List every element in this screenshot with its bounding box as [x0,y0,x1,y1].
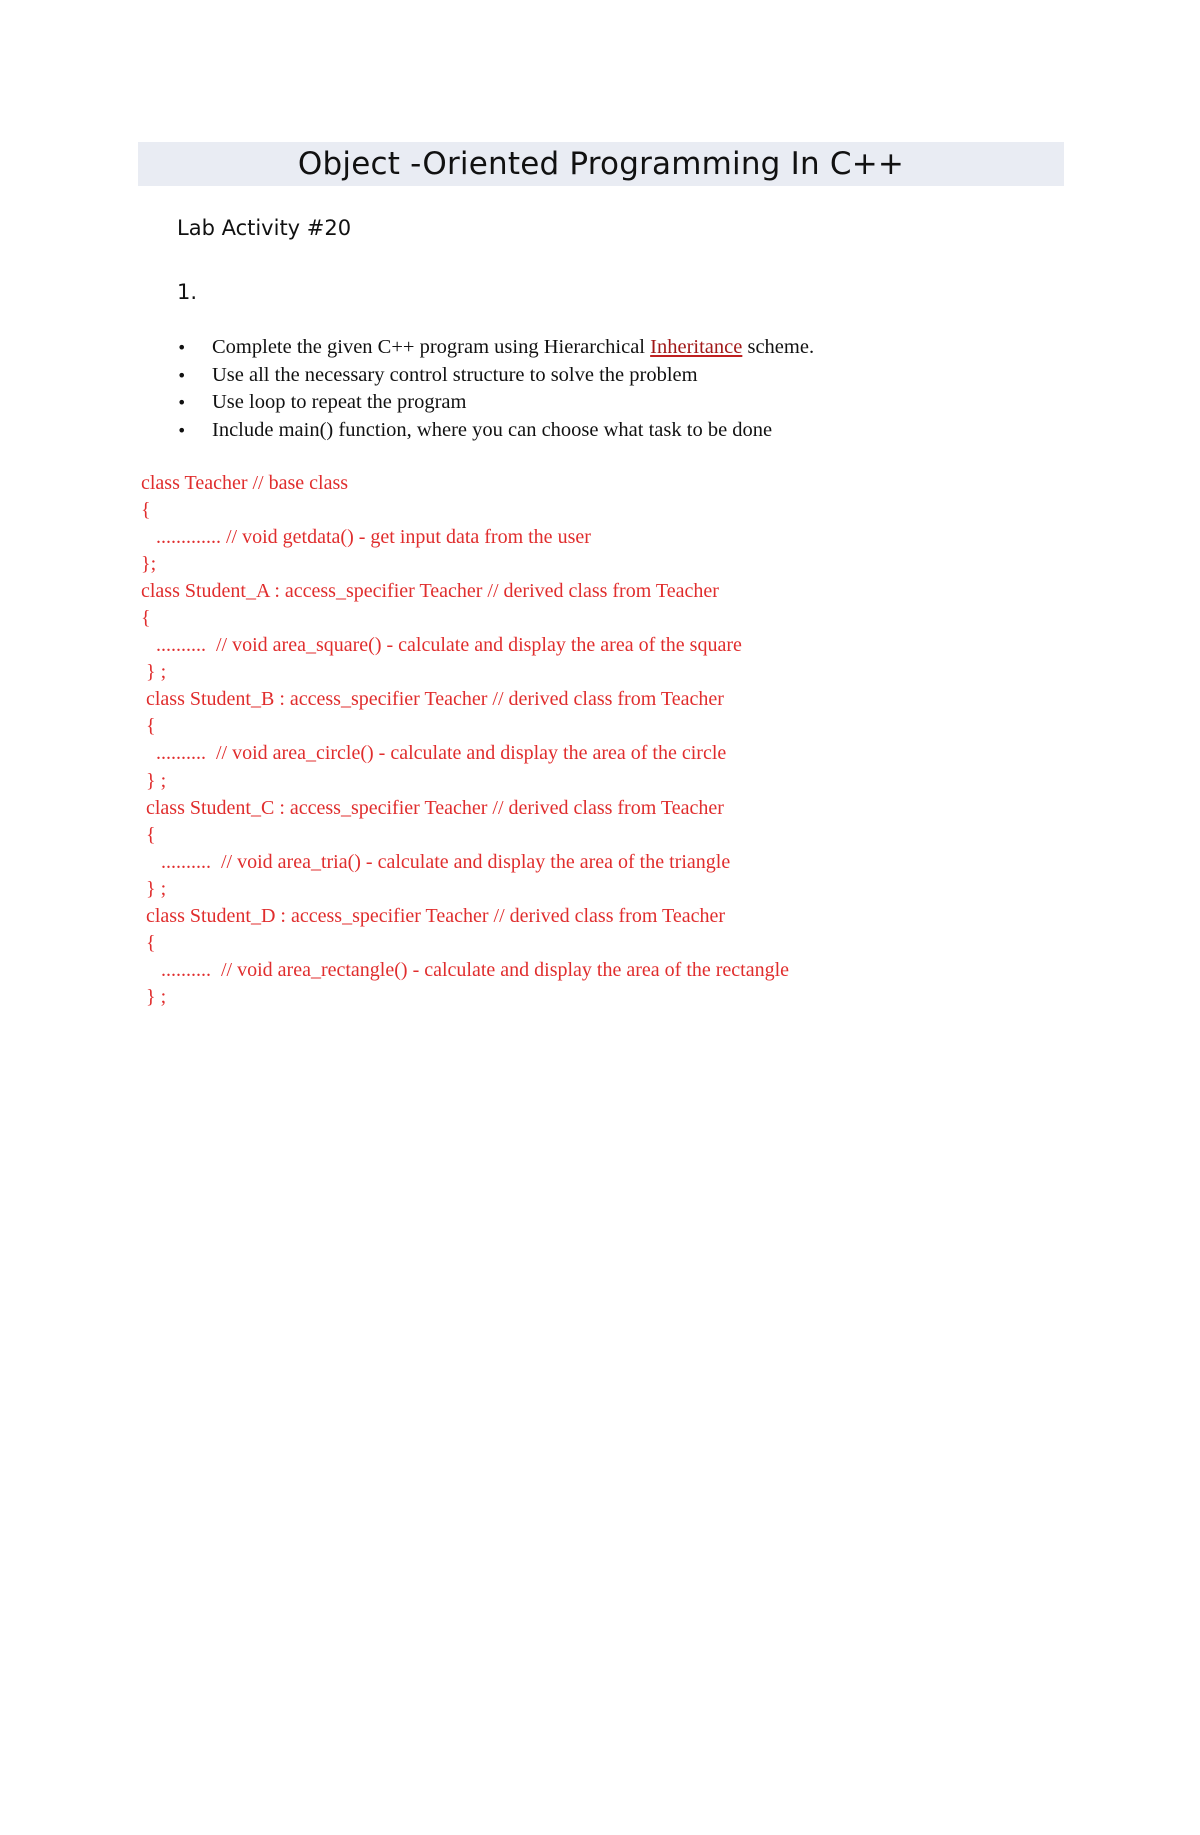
code-line: }; [141,553,157,576]
code-line: .......... // void area_circle() - calculate and display the area of the circle [141,742,727,765]
code-line: } ; [141,985,167,1008]
document-title: Object -Oriented Programming In C++ [297,146,905,182]
instruction-text: Use loop to repeat the program [212,391,467,413]
lab-activity-heading: Lab Activity #20 [177,216,352,240]
instruction-text: Complete the given C++ program using Hierarchical [212,336,651,358]
code-line: { [141,499,151,522]
code-line: ............. // void getdata() - get input data from the user [141,526,591,549]
code-line: } ; [141,769,167,792]
code-line: } ; [141,877,167,900]
code-line: class Student_C : access_specifier Teacher // derived class from Teacher [141,796,724,819]
code-line: class Student_A : access_specifier Teacher // derived class from Teacher [141,580,719,603]
bullet-icon: • [177,338,187,357]
bullet-icon: • [177,420,187,440]
code-line: .......... // void area_rectangle() - calculate and display the area of the rectangle [141,958,790,981]
inheritance-link[interactable]: Inheritance [650,336,743,358]
question-number: 1. [177,280,198,304]
bullet-icon: • [177,393,187,412]
instruction-item [177,334,814,362]
code-line: class Teacher // base class [141,472,349,494]
code-line: } ; [141,661,167,684]
code-line: .......... // void area_square() - calculate and display the area of the square [141,634,742,657]
title-banner [138,142,1064,186]
instruction-text: Use all the necessary control structure to solve the problem [212,363,698,386]
code-line: { [141,607,151,630]
instruction-text-end: scheme. [742,336,815,358]
bullet-icon: • [177,365,187,385]
instruction-list [177,334,814,444]
code-line: { [141,931,156,954]
code-line: class Student_B : access_specifier Teacher // derived class from Teacher [141,688,724,711]
instruction-text: Include main() function, where you can choose what task to be done [212,418,773,441]
code-block [141,470,789,1011]
instruction-item [177,417,814,445]
code-line: class Student_D : access_specifier Teacher // derived class from Teacher [141,904,726,927]
instruction-item [177,362,814,390]
code-line: .......... // void area_tria() - calculate and display the area of the triangle [141,850,731,873]
code-line: { [141,823,156,846]
instruction-item [177,389,814,417]
code-line: { [141,715,156,738]
